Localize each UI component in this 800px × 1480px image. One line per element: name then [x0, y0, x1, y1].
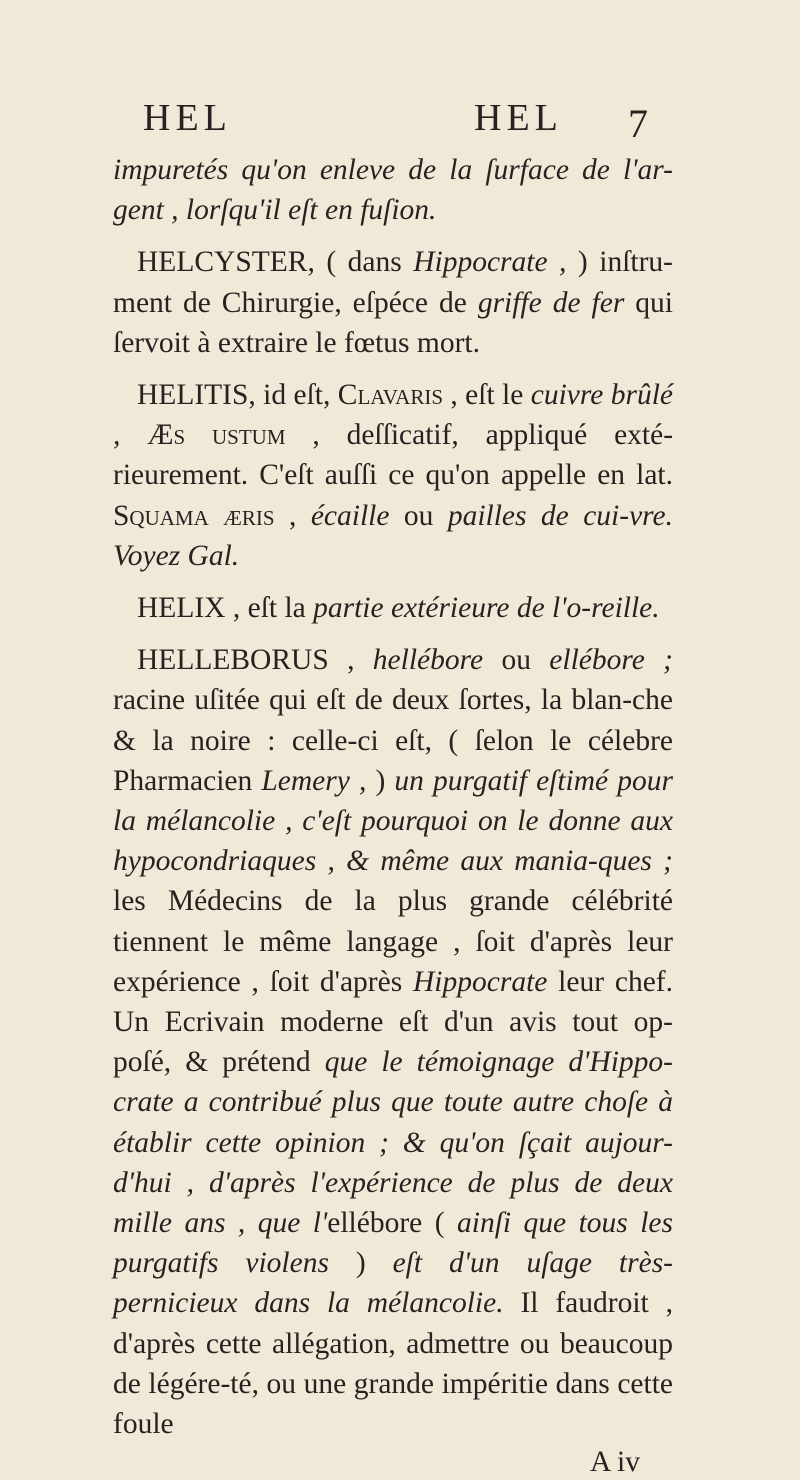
header-right: HEL	[474, 97, 563, 139]
text-run: )	[328, 1247, 393, 1280]
text-run: racine uſitée qui eſt de deux ſortes, la blan-che & la noire : celle-ci eſt, ( ſelon le célebre Pharmacien	[113, 684, 673, 797]
text-run: , deſſicatif, appliqué exté-rieurement. C'eſt auſſi ce qu'on appelle en lat.	[113, 419, 674, 492]
text-run: HELIX , eſt la	[137, 592, 314, 625]
text-run: (	[422, 1207, 457, 1240]
text-run: Æs ustum	[147, 419, 286, 452]
text-run: écaille	[310, 499, 390, 532]
text-run: ainſi que tous les purgatifs violens	[113, 1207, 673, 1280]
running-header	[143, 96, 663, 146]
page-number: 7	[628, 101, 648, 146]
text-run: HELLEBORUS ,	[137, 644, 373, 677]
text-run: qui ſervoit à extraire le fœtus mort.	[113, 286, 673, 359]
text-run: leur chef. Un Ecrivain moderne eſt d'un avis tout op-poſé, & prétend	[113, 965, 673, 1079]
text-run: Clavaris	[337, 379, 444, 412]
text-run: HELCYSTER, ( dans	[137, 246, 414, 279]
entry-helcyster	[113, 242, 673, 363]
text-run: ) inſtru-ment de Chirurgie, eſpéce de	[113, 246, 673, 319]
text-run: partie extérieure de l'o-reille.	[313, 592, 660, 625]
text-run: impuretés qu'on enleve de la ſurface de l'ar-gent , lorſqu'il eſt en fuſion.	[113, 154, 673, 227]
entry-helleborus	[113, 640, 673, 1444]
signature-mark: A iv	[590, 1446, 640, 1479]
text-run: un purgatif eſtimé pour la mélancolie , c'eſt pourquoi on le donne aux hypocondriaques , & même aux mania-ques ;	[113, 764, 673, 878]
header-left: HEL	[143, 97, 232, 139]
text-run: ou	[483, 644, 550, 677]
text-run: ellébore ;	[549, 644, 673, 677]
text-run: Il faudroit , d'après cette allégation, admettre ou beaucoup de légére-té, ou une grande impéritie dans cette foule	[113, 1287, 673, 1441]
text-run: HELITIS, id eſt,	[137, 379, 338, 412]
text-run: que le témoignage d'Hippo-crate a contribué plus que toute autre choſe à établir cette opinion ; & qu'on ſçait aujour-d'hui , d'après l'expérience de plus de deux mille ans , que l'	[113, 1046, 673, 1240]
text-run: ,	[274, 499, 311, 532]
text-run: Hippocrate	[413, 965, 548, 998]
text-run: ellébore	[327, 1207, 423, 1240]
text-run: les Médecins de la plus grande célébrité tiennent le même langage , ſoit d'après leur expérience , ſoit d'après	[113, 885, 673, 998]
text-run: Squama æris	[113, 499, 275, 532]
text-run: griffe de fer	[477, 286, 625, 319]
text-run: hellébore	[372, 644, 484, 677]
text-run: Hippocrate ,	[413, 246, 567, 279]
text-run: ou	[389, 499, 448, 532]
text-run: , eſt le	[443, 379, 531, 412]
entry-helitis	[113, 375, 673, 576]
paragraph-continuation	[113, 150, 673, 230]
text-run	[120, 419, 147, 451]
body-text	[113, 150, 673, 1480]
text-run: )	[366, 764, 395, 797]
text-run: cuivre brûlé ,	[113, 379, 674, 452]
text-run: pailles de cui-vre. Voyez Gal.	[113, 499, 674, 572]
text-run: eſt d'un uſage très-pernicieux dans la mélancolie.	[113, 1247, 673, 1320]
entry-helix	[113, 588, 673, 628]
text-run: Lemery ,	[261, 764, 367, 797]
